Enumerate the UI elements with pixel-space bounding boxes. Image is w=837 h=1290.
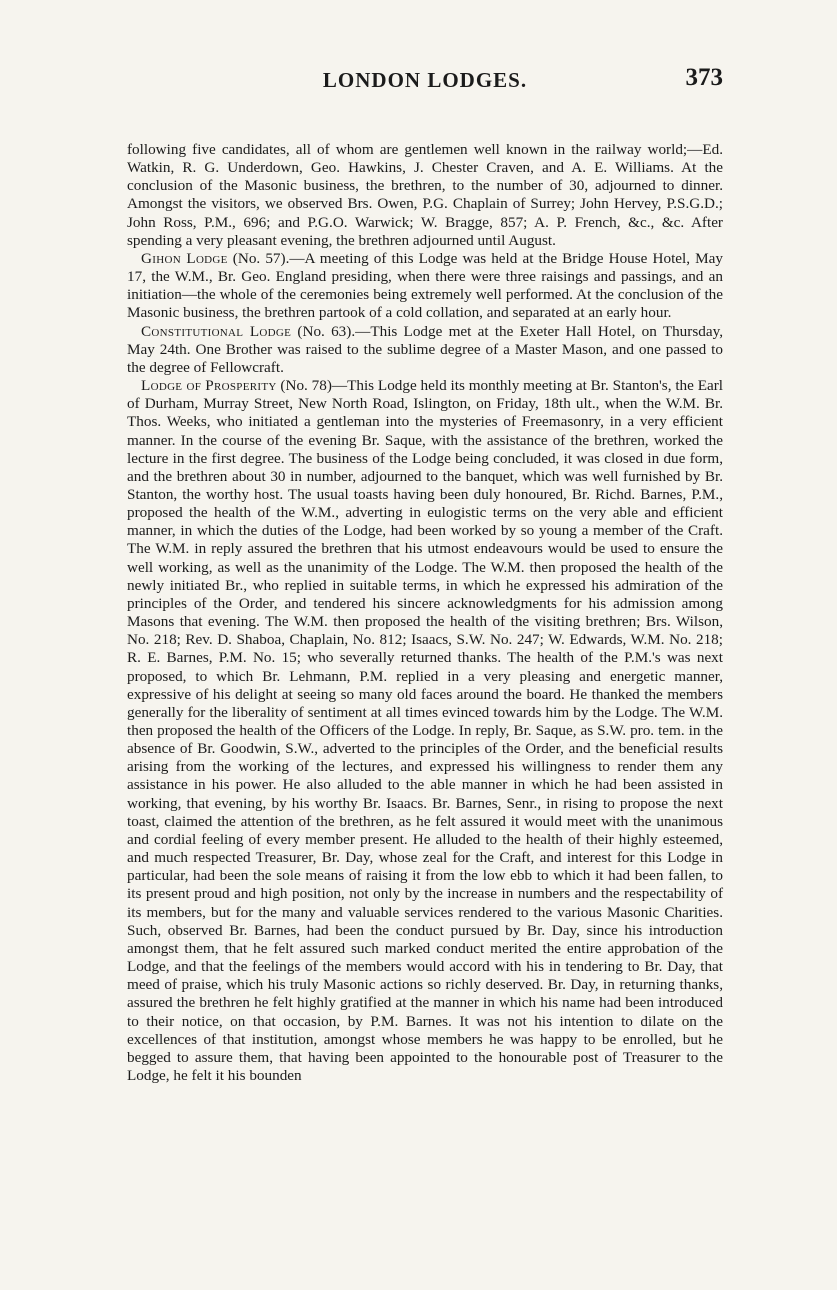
paragraph-text: (No. 63).—This Lodge met at the Exeter Hall Hotel, on Thursday, May 24th. One Brother was raised to the sublime degree of a Master Mason, and one passed to the degree of Fellowcraft. — [127, 322, 723, 376]
lodge-name: Constitutional Lodge — [141, 322, 292, 340]
article-body — [127, 141, 723, 1085]
page-header — [127, 60, 723, 106]
paragraph-gihon-lodge — [127, 250, 723, 323]
paragraph-text: (No. 78)—This Lodge held its monthly meeting at Br. Stanton's, the Earl of Durham, Murray Street, New North Road, Islington, on Friday, 18th ult., when the W.M. Br. Thos. Weeks, who initiated a gentleman into the mysteries of Freemasonry, in a very efficient manner. In the course of the evening Br. Saque, with the assistance of the brethren, worked the lecture in the first degree. The business of the Lodge being concluded, it was closed in due form, and the brethren about 30 in number, adjourned to the banquet, which was well furnished by Br. Stanton, the worthy host. The usual toasts having been duly honoured, Br. Richd. Barnes, P.M., proposed the health of the W.M., adverting in eulogistic terms on the very able and efficient manner, in which the duties of the Lodge, had been worked by so young a member of the Craft. The W.M. in reply assured the brethren that his utmost endeavours would be used to ensure the well working, as well as the unanimity of the Lodge. The W.M. then proposed the health of the newly initiated Br., who replied in suitable terms, in which he expressed his admiration of the principles of the Order, and tendered his sincere acknowledgments for his admission among Masons that evening. The W.M. then proposed the health of the visiting brethren; Brs. Wilson, No. 218; Rev. D. Shaboa, Chaplain, No. 812; Isaacs, S.W. No. 247; W. Edwards, W.M. No. 218; R. E. Barnes, P.M. No. 15; who severally returned thanks. The health of the P.M.'s was next proposed, to which Br. Lehmann, P.M. replied in a very pleasing and energetic manner, expressive of his delight at seeing so many old faces around the board. He thanked the members generally for the liberality of sentiment at all times evinced towards him by the Lodge. The W.M. then proposed the health of the Officers of the Lodge. In reply, Br. Saque, as S.W. pro. tem. in the absence of Br. Goodwin, S.W., adverted to the principles of the Order, and the beneficial results arising from the working of the lectures, and expressed his willingness to render them any assistance in his power. He also alluded to the able manner in which he had been assisted in working, that evening, by his worthy Br. Isaacs. Br. Barnes, Senr., in rising to propose the next toast, claimed the attention of the brethren, as he felt assured it would meet with the unanimous and cordial feeling of every member present. He alluded to the health of their highly esteemed, and much respected Treasurer, Br. Day, whose zeal for the Craft, and interest for this Lodge in particular, had been the sole means of raising it from the low ebb to which it had been fallen, to its present proud and high position, not only by the increase in numbers and the respectability of its members, but for the many and valuable services rendered to the various Masonic Charities. Such, observed Br. Barnes, had been the conduct pursued by Br. Day, since his introduction amongst them, that he felt assured such marked conduct merited the entire approbation of the Lodge, and that the feelings of the members would accord with his in tendering to Br. Day, that meed of praise, which his truly Masonic actions so richly deserved. Br. Day, in returning thanks, assured the brethren he felt highly gratified at the manner in which his name had been introduced to their notice, on that occasion, by P.M. Barnes. It was not his intention to dilate on the excellences of that institution, amongst whose members he was happy to be enrolled, but he begged to assure them, that having been appointed to the honourable post of Treasurer to the Lodge, he felt it his bounden — [127, 377, 723, 1084]
paragraph-text: following five candidates, all of whom are gentlemen well known in the railway world;—Ed. Watkin, R. G. Underdown, Geo. Hawkins, J. Chester Craven, and A. E. Williams. At the conclusion of the Masonic business, the brethren, to the number of 30, adjourned to dinner. Amongst the visitors, we observed Brs. Owen, P.G. Chaplain of Surrey; John Hervey, P.S.G.D.; John Ross, P.M., 696; and P.G.O. Warwick; W. Bragge, 857; A. P. French, &c., &c. After spending a very pleasant evening, the brethren adjourned until August. — [127, 141, 723, 249]
paragraph-constitutional-lodge — [127, 323, 723, 377]
lodge-name: Lodge of Prosperity — [141, 377, 277, 395]
paragraph-text: (No. 57).—A meeting of this Lodge was held at the Bridge House Hotel, May 17, the W.M., Br. Geo. England presiding, when there were three raisings and passings, and an initiation—the whole of the ceremonies being extremely well performed. At the conclusion of the Masonic business, the brethren partook of a cold collation, and separated at an early hour. — [127, 249, 723, 322]
page-number: 373 — [685, 64, 723, 91]
paragraph-continuation — [127, 141, 723, 250]
lodge-name: Gihon Lodge — [141, 249, 228, 267]
paragraph-lodge-of-prosperity — [127, 377, 723, 1085]
running-title: LONDON LODGES. — [322, 68, 528, 92]
